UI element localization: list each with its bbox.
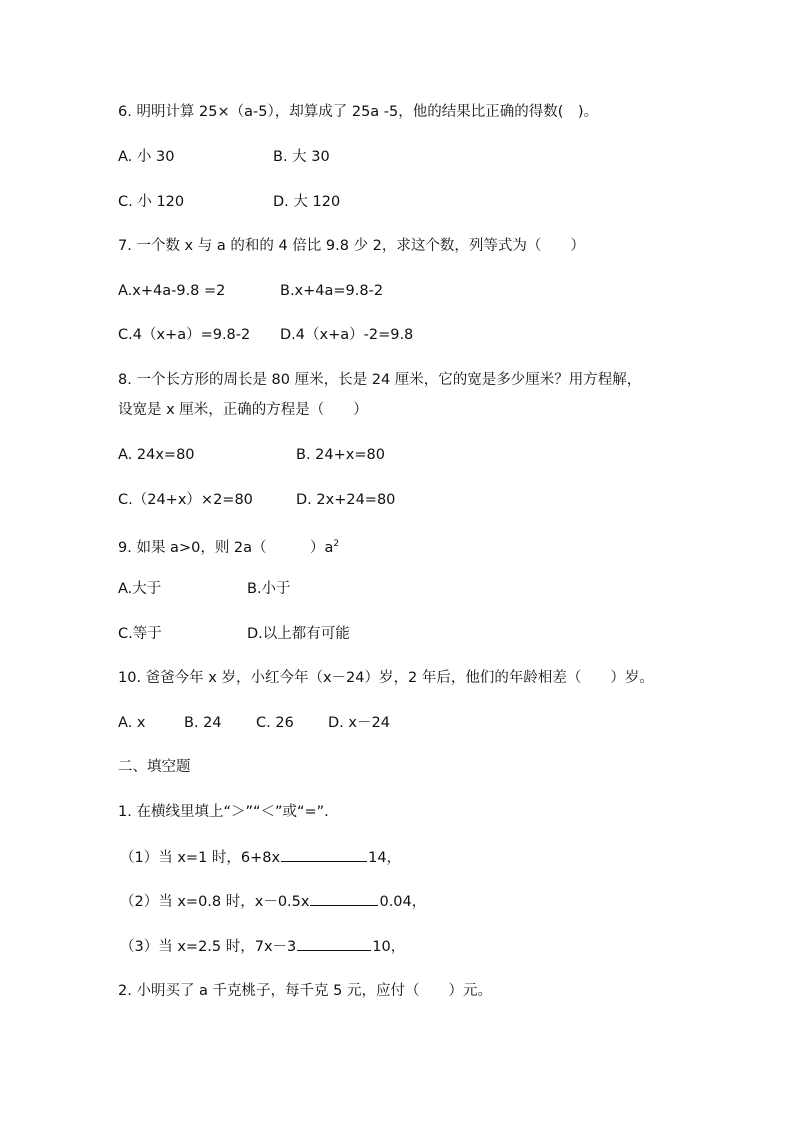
q7-option-a: A.x+4a-9.8 =2 — [118, 283, 226, 299]
q6-option-b: B. 大 30 — [273, 149, 330, 165]
q10-option-a: A. x — [118, 715, 146, 731]
fill-blank-3[interactable] — [297, 936, 371, 951]
q9-option-b: B.小于 — [247, 581, 291, 597]
q9-option-c: C.等于 — [118, 626, 162, 642]
q9-stem — [118, 534, 339, 558]
q9-option-a: A.大于 — [118, 581, 162, 597]
fill-q1-part1-text: （1）当 x=1 时，6+8x — [120, 850, 281, 866]
q8-option-b: B. 24+x=80 — [296, 447, 385, 463]
fill-q1-stem: 1. 在横线里填上“＞”“＜”或“=”. — [118, 804, 329, 820]
q7-option-c: C.4（x+a）=9.8-2 — [118, 327, 251, 343]
fill-q1-part2 — [120, 891, 426, 912]
q6-option-d: D. 大 120 — [273, 194, 341, 210]
fill-q1-part1 — [120, 847, 401, 868]
fill-blank-1[interactable] — [281, 847, 367, 862]
fill-q1-part3-end: 10， — [372, 939, 406, 955]
q8-option-a: A. 24x=80 — [118, 447, 195, 463]
fill-q1-part3 — [120, 936, 405, 957]
q6-option-a: A. 小 30 — [118, 149, 175, 165]
fill-q1-part3-text: （3）当 x=2.5 时，7x－3 — [120, 939, 297, 955]
fill-blank-2[interactable] — [310, 891, 378, 906]
q7-stem: 7. 一个数 x 与 a 的和的 4 倍比 9.8 少 2，求这个数，列等式为（ ） — [118, 238, 585, 254]
fill-q2-stem: 2. 小明买了 a 千克桃子，每千克 5 元，应付（ ）元。 — [118, 983, 492, 999]
q10-stem: 10. 爸爸今年 x 岁，小红今年（x－24）岁，2 年后，他们的年龄相差（ ）岁。 — [118, 670, 654, 686]
q8-option-d: D. 2x+24=80 — [296, 492, 396, 508]
fill-q1-part1-end: 14， — [368, 850, 402, 866]
section-title-fill-in: 二、填空题 — [118, 759, 191, 775]
q6-stem: 6. 明明计算 25×（a-5），却算成了 25a -5，他的结果比正确的得数( )。 — [118, 104, 599, 120]
q6-option-c: C. 小 120 — [118, 194, 185, 210]
q7-option-b: B.x+4a=9.8-2 — [280, 283, 384, 299]
fill-q1-part2-text: （2）当 x=0.8 时，x－0.5x — [120, 894, 310, 910]
fill-q1-part2-end: 0.04， — [379, 894, 427, 910]
q10-option-d: D. x－24 — [328, 715, 390, 731]
q9-stem-text: 9. 如果 a>0，则 2a（ ）a — [118, 540, 334, 556]
q10-option-c: C. 26 — [256, 715, 294, 731]
q7-option-d: D.4（x+a）-2=9.8 — [280, 327, 414, 343]
q10-option-b: B. 24 — [184, 715, 222, 731]
q9-exponent: 2 — [333, 539, 340, 549]
q8-stem-line1: 8. 一个长方形的周长是 80 厘米，长是 24 厘米，它的宽是多少厘米？用方程解， — [118, 372, 642, 388]
q9-option-d: D.以上都有可能 — [247, 626, 350, 642]
q8-stem-line2: 设宽是 x 厘米，正确的方程是（ ） — [118, 402, 368, 418]
q8-option-c: C.（24+x）×2=80 — [118, 492, 253, 508]
